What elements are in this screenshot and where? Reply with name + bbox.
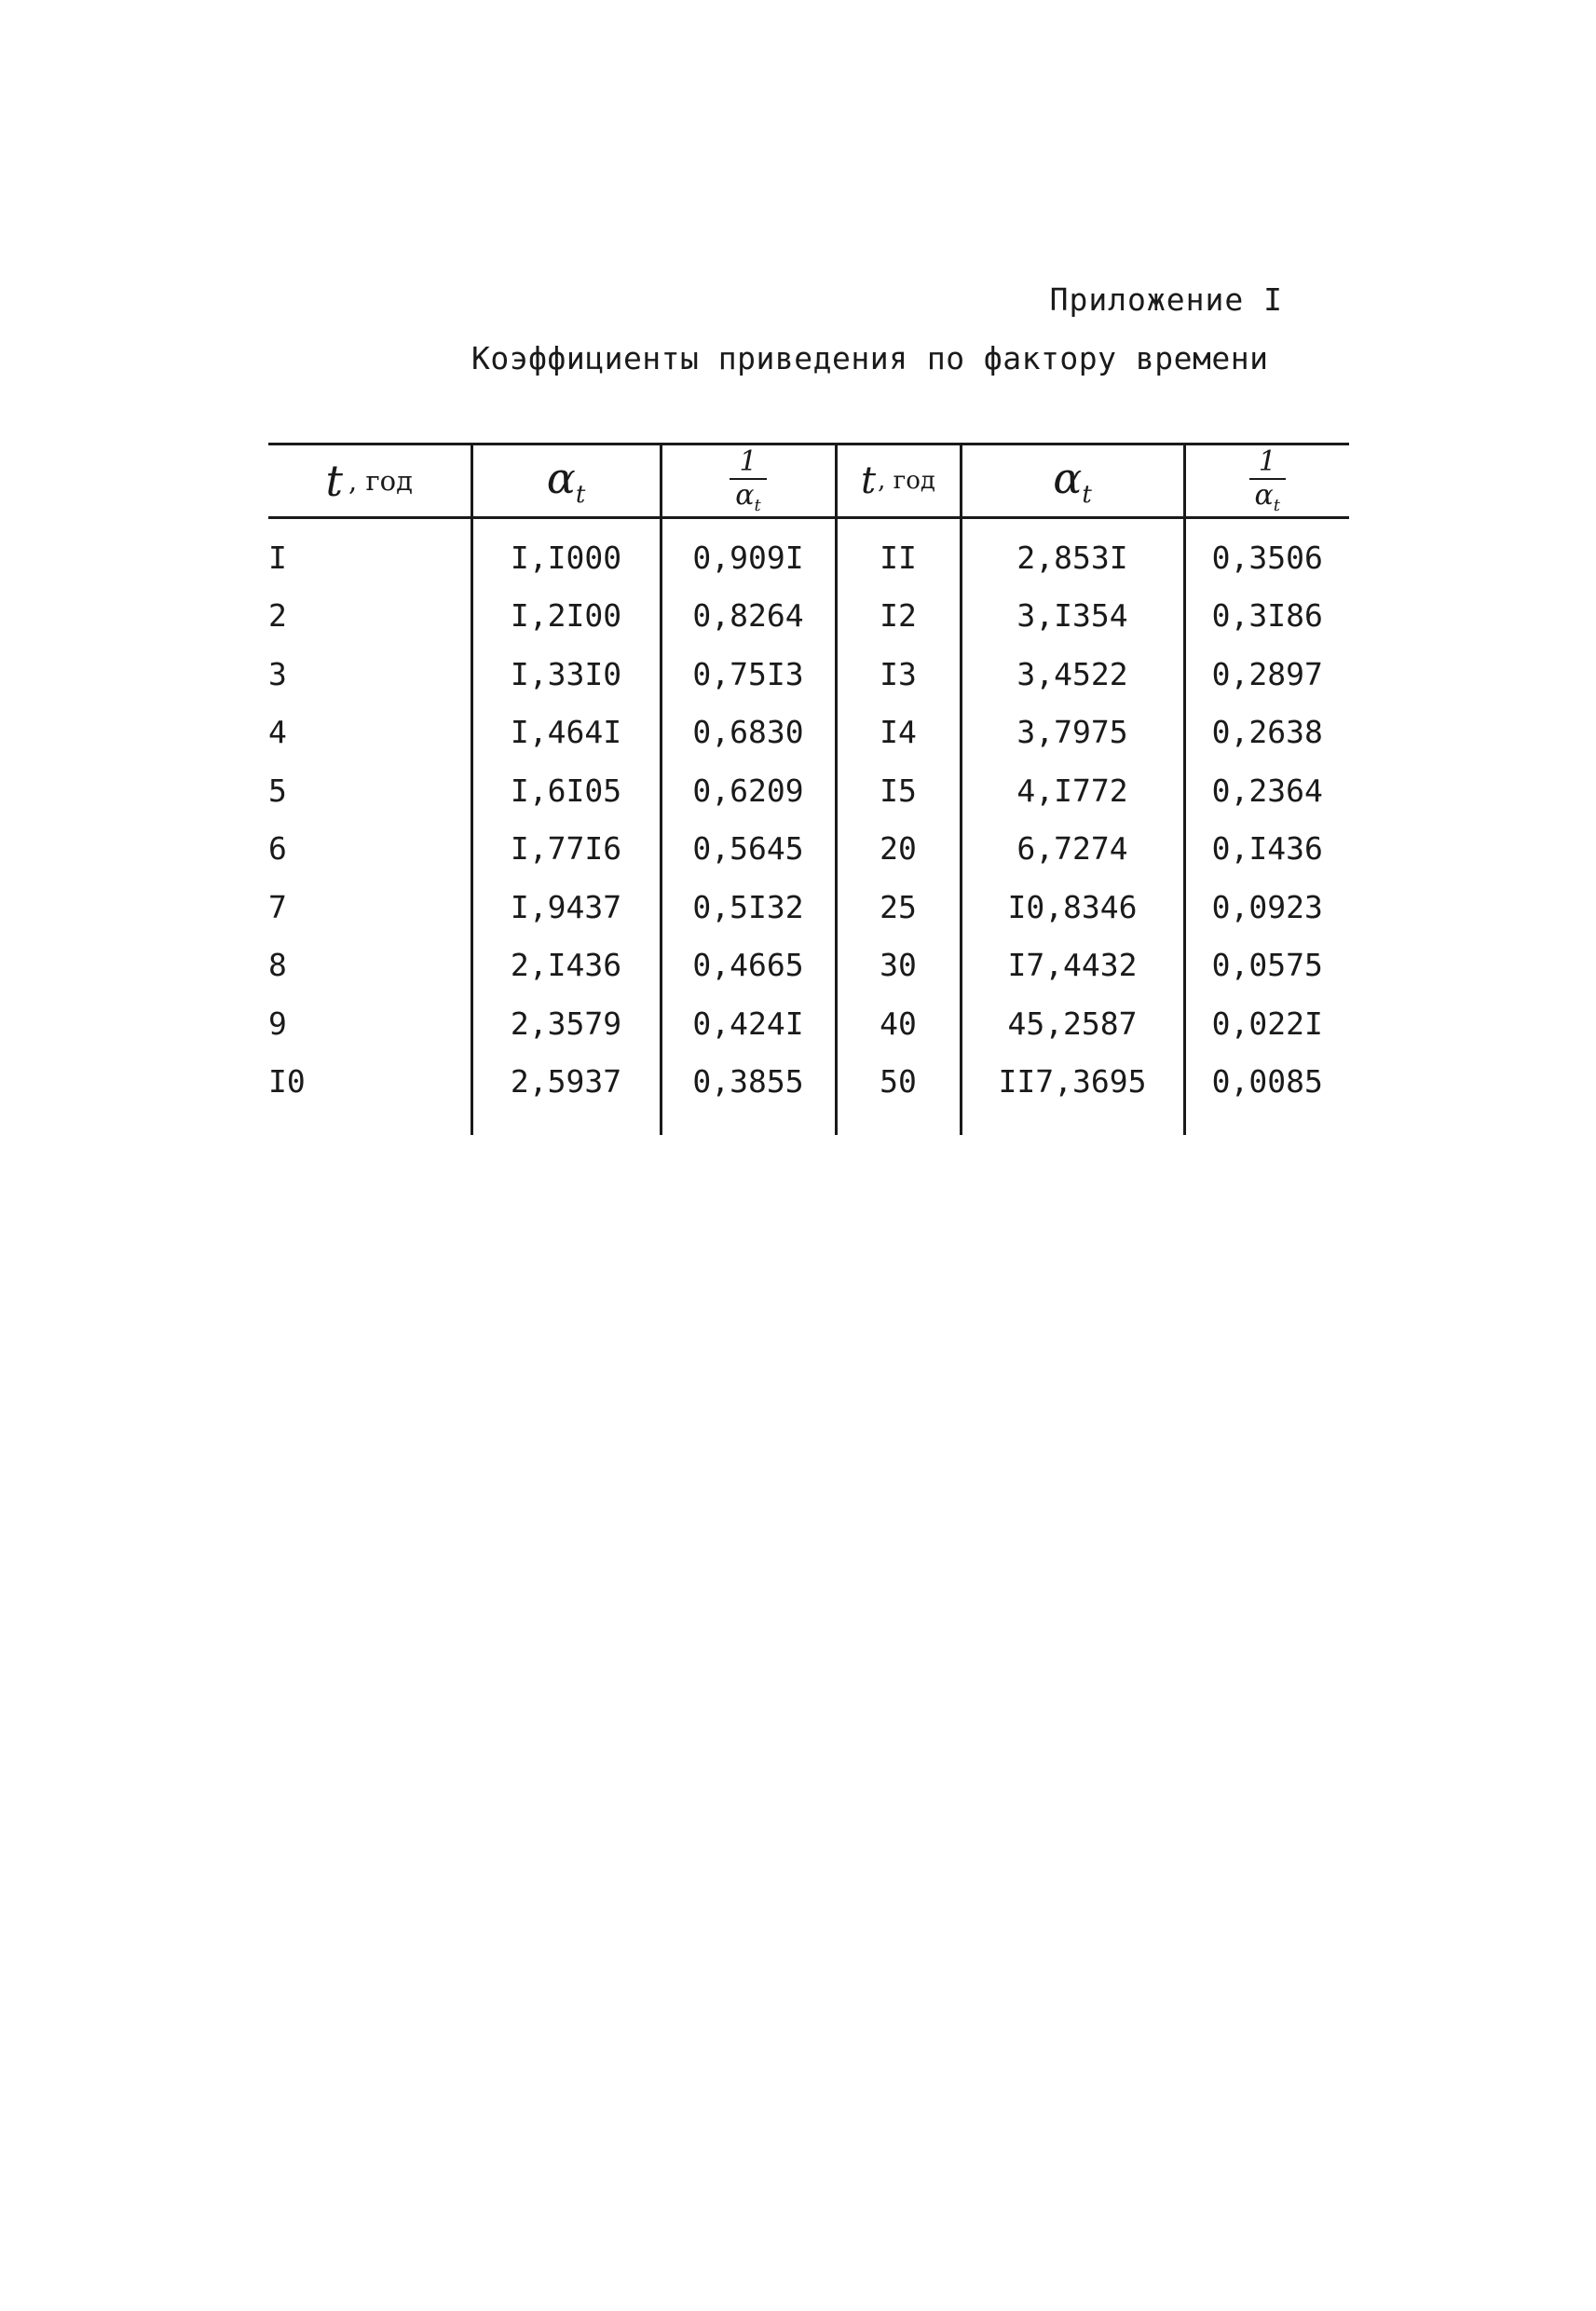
coefficients-table-wrap	[268, 443, 1349, 1135]
cell-alpha: 3,7975	[961, 704, 1184, 762]
cell-alpha: I,2I00	[471, 587, 661, 646]
cell-reciprocal: 0,2364	[1211, 772, 1323, 809]
cell-t-years: 8	[268, 937, 471, 995]
table-row	[268, 994, 1349, 1053]
cell-reciprocal: 0,3I86	[1211, 597, 1323, 635]
header-alpha-2	[961, 444, 1184, 518]
cell-reciprocal: 0,3506	[1211, 539, 1323, 576]
header-t-unit: , год	[878, 467, 935, 495]
cell-t-years: 2	[268, 587, 471, 646]
cell-alpha: 2,I436	[471, 937, 661, 995]
header-t-symbol: t	[861, 459, 877, 502]
cell-reciprocal: 0,909I	[661, 518, 836, 587]
cell-t-years: 40	[836, 994, 961, 1053]
header-t-unit: , год	[348, 465, 413, 497]
cell-reciprocal: 0,5645	[661, 820, 836, 879]
cell-t-years: II	[836, 518, 961, 587]
cell-alpha: 6,7274	[961, 820, 1184, 879]
cell-alpha: 2,853I	[961, 518, 1184, 587]
table-row	[268, 937, 1349, 995]
cell-reciprocal: 0,5I32	[661, 878, 836, 937]
header-alpha-1	[471, 444, 661, 518]
cell-reciprocal: 0,I436	[1211, 830, 1323, 868]
cell-t-years: 4	[268, 704, 471, 762]
cell-t-years: 7	[268, 878, 471, 937]
cell-alpha: I7,4432	[961, 937, 1184, 995]
header-reciprocal-2	[1184, 444, 1349, 518]
table-title: Коэффициенты приведения по фактору времени	[471, 340, 1269, 376]
header-t-years-2	[836, 444, 961, 518]
cell-alpha: I,I000	[471, 518, 661, 587]
cell-alpha: I,9437	[471, 878, 661, 937]
header-alpha-symbol: $\alpha_t$	[1053, 452, 1092, 510]
cell-reciprocal: 0,2638	[1211, 714, 1323, 751]
table-row	[268, 761, 1349, 820]
cell-t-years: I5	[836, 761, 961, 820]
header-alpha-symbol: $\alpha_t$	[546, 452, 586, 510]
table-row	[268, 587, 1349, 646]
cell-reciprocal: 0,3855	[661, 1053, 836, 1136]
cell-reciprocal: 0,75I3	[661, 645, 836, 704]
cell-alpha: I,6I05	[471, 761, 661, 820]
cell-t-years: I4	[836, 704, 961, 762]
cell-t-years: 25	[836, 878, 961, 937]
cell-t-years: I2	[836, 587, 961, 646]
cell-reciprocal: 0,8264	[661, 587, 836, 646]
table-row	[268, 704, 1349, 762]
cell-alpha: 2,5937	[471, 1053, 661, 1136]
cell-reciprocal: 0,6209	[661, 761, 836, 820]
cell-reciprocal: 0,4665	[661, 937, 836, 995]
table-header-row	[268, 444, 1349, 518]
cell-t-years: 6	[268, 820, 471, 879]
cell-reciprocal: 0,2897	[1211, 655, 1323, 692]
cell-t-years: 20	[836, 820, 961, 879]
header-fraction: $\frac{1}{\alpha_t}$	[730, 448, 766, 514]
table-row	[268, 820, 1349, 879]
table-row	[268, 518, 1349, 587]
table-row	[268, 878, 1349, 937]
cell-t-years: I0	[268, 1053, 471, 1136]
cell-reciprocal: 0,6830	[661, 704, 836, 762]
cell-t-years: 5	[268, 761, 471, 820]
table-body	[268, 518, 1349, 1136]
cell-alpha: II7,3695	[961, 1053, 1184, 1136]
header-fraction: $\frac{1}{\alpha_t}$	[1249, 448, 1286, 514]
appendix-label: Приложение I	[1049, 281, 1283, 318]
header-t-years-1	[268, 444, 471, 518]
cell-alpha: 3,4522	[961, 645, 1184, 704]
cell-t-years: 3	[268, 645, 471, 704]
cell-alpha: 4,I772	[961, 761, 1184, 820]
header-t-symbol: t	[325, 456, 344, 506]
cell-reciprocal: 0,0575	[1211, 947, 1323, 984]
cell-alpha: 2,3579	[471, 994, 661, 1053]
cell-alpha: I,77I6	[471, 820, 661, 879]
cell-alpha: 3,I354	[961, 587, 1184, 646]
cell-alpha: I0,8346	[961, 878, 1184, 937]
cell-t-years: I3	[836, 645, 961, 704]
cell-t-years: 9	[268, 994, 471, 1053]
header-reciprocal-1	[661, 444, 836, 518]
cell-reciprocal: 0,022I	[1211, 1005, 1323, 1042]
cell-alpha: I,33I0	[471, 645, 661, 704]
table-row	[268, 645, 1349, 704]
cell-t-years: I	[268, 518, 471, 587]
coefficients-table	[268, 443, 1349, 1135]
cell-alpha: 45,2587	[961, 994, 1184, 1053]
cell-reciprocal: 0,0085	[1211, 1063, 1323, 1101]
cell-t-years: 50	[836, 1053, 961, 1136]
cell-alpha: I,464I	[471, 704, 661, 762]
cell-t-years: 30	[836, 937, 961, 995]
cell-reciprocal: 0,424I	[661, 994, 836, 1053]
table-row	[268, 1053, 1349, 1136]
cell-reciprocal: 0,0923	[1211, 888, 1323, 925]
